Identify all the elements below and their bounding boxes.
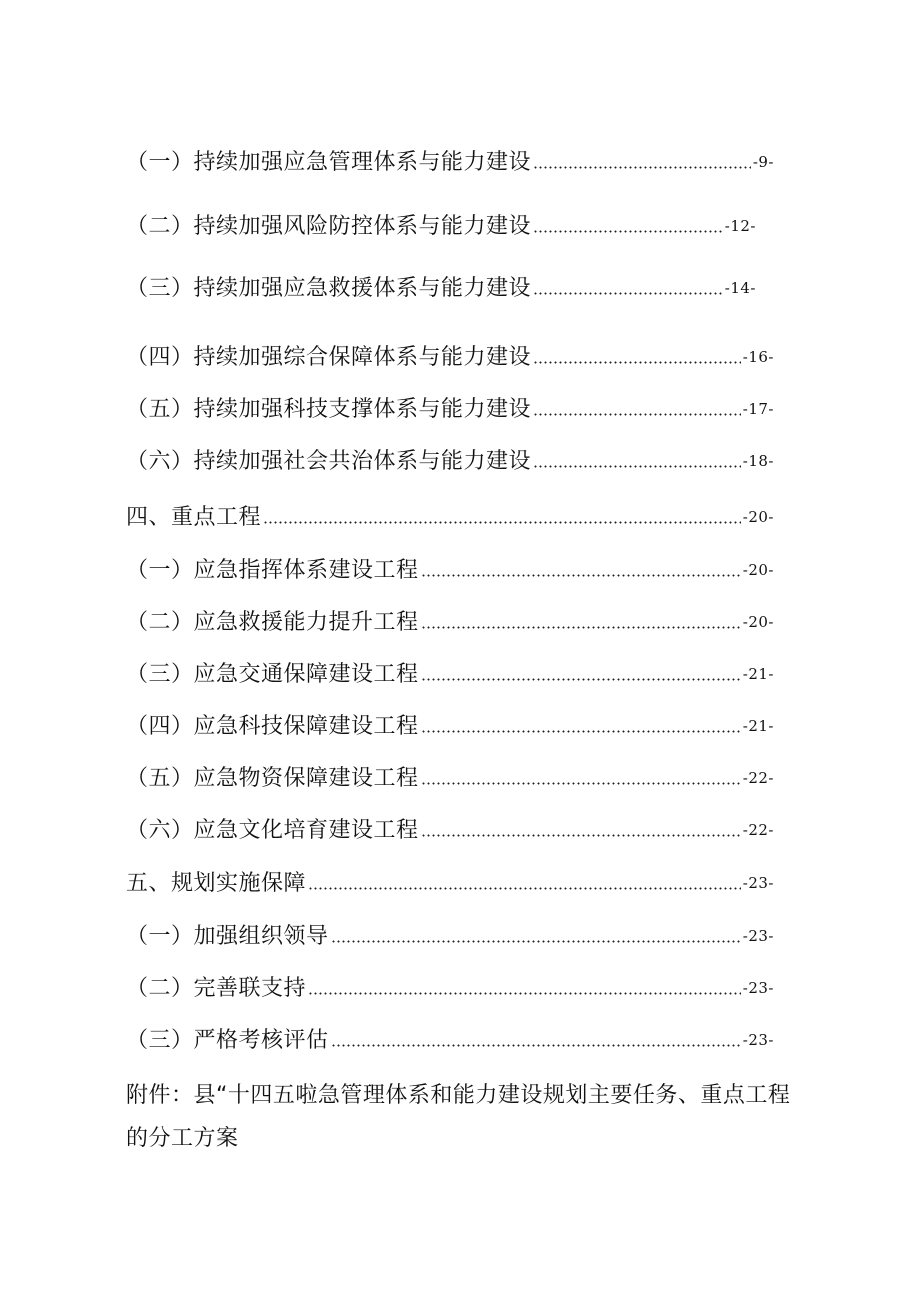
toc-line[interactable] — [126, 143, 774, 177]
toc-page-number: -23- — [742, 927, 774, 945]
toc-leader-dots — [533, 465, 741, 468]
toc-title: （五）持续加强科技支撑体系与能力建设 — [126, 396, 532, 422]
toc-title: （二）持续加强风险防控体系与能力建设 — [126, 213, 532, 239]
toc-title: （二）应急救援能力提升工程 — [126, 609, 419, 635]
toc-line[interactable] — [126, 969, 774, 1003]
toc-line[interactable] — [126, 338, 774, 372]
toc-leader-dots — [421, 834, 741, 837]
toc-page-number: -23- — [742, 874, 774, 892]
toc-title: （四）持续加强综合保障体系与能力建设 — [126, 344, 532, 370]
toc-line[interactable] — [126, 551, 774, 585]
toc-page-number: -9- — [752, 153, 774, 171]
toc-title: （二）完善联支持 — [126, 975, 307, 1001]
toc-line[interactable] — [126, 603, 774, 637]
toc-page-number: -22- — [742, 821, 774, 839]
toc-leader-dots — [421, 730, 741, 733]
toc-leader-dots — [308, 887, 741, 890]
toc-page-number: -20- — [742, 613, 774, 631]
toc-page-number: -21- — [742, 665, 774, 683]
toc-leader-dots — [533, 230, 723, 233]
toc-page-number: -20- — [742, 561, 774, 579]
toc-line[interactable] — [126, 655, 774, 689]
toc-leader-dots — [421, 626, 741, 629]
toc-page-number: -12- — [724, 217, 756, 235]
toc-page-number: -20- — [742, 508, 774, 526]
toc-leader-dots — [308, 992, 741, 995]
toc-title: （五）应急物资保障建设工程 — [126, 765, 419, 791]
toc-line[interactable] — [126, 269, 756, 303]
toc-line[interactable] — [126, 864, 774, 898]
toc-leader-dots — [331, 1044, 741, 1047]
toc-page-number: -23- — [742, 979, 774, 997]
toc-line[interactable] — [126, 498, 774, 532]
toc-line[interactable] — [126, 390, 774, 424]
toc-page-number: -23- — [742, 1031, 774, 1049]
toc-leader-dots — [421, 574, 741, 577]
toc-leader-dots — [421, 782, 741, 785]
toc-title: （一）加强组织领导 — [126, 923, 329, 949]
appendix-text: 附件：县“十四五啦急管理体系和能力建设规划主要任务、重点工程的分工方案 — [126, 1083, 791, 1151]
toc-title: （三）持续加强应急救援体系与能力建设 — [126, 275, 532, 301]
toc-leader-dots — [533, 413, 741, 416]
toc-title: （六）应急文化培育建设工程 — [126, 817, 419, 843]
toc-line[interactable] — [126, 917, 774, 951]
toc-page-number: -14- — [724, 279, 756, 297]
toc-page-number: -17- — [742, 400, 774, 418]
toc-leader-dots — [533, 292, 723, 295]
toc-line[interactable] — [126, 759, 774, 793]
toc-title: 五、规划实施保障 — [126, 870, 307, 896]
toc-leader-dots — [533, 166, 751, 169]
toc-page-number: -22- — [742, 769, 774, 787]
toc-title: （三）应急交通保障建设工程 — [126, 661, 419, 687]
toc-page-number: -16- — [742, 348, 774, 366]
toc-title: （六）持续加强社会共治体系与能力建设 — [126, 448, 532, 474]
toc-page-number: -21- — [742, 717, 774, 735]
toc-title: 四、重点工程 — [126, 504, 262, 530]
toc-title: （三）严格考核评估 — [126, 1027, 329, 1053]
toc-leader-dots — [263, 521, 741, 524]
toc-page-number: -18- — [742, 452, 774, 470]
toc-leader-dots — [421, 678, 741, 681]
toc-title: （一）持续加强应急管理体系与能力建设 — [126, 149, 532, 175]
toc-title: （四）应急科技保障建设工程 — [126, 713, 419, 739]
toc-line[interactable] — [126, 707, 774, 741]
toc-line[interactable] — [126, 1021, 774, 1055]
toc-title: （一）应急指挥体系建设工程 — [126, 557, 419, 583]
toc-line[interactable] — [126, 207, 756, 241]
toc-line[interactable] — [126, 811, 774, 845]
toc-leader-dots — [331, 940, 741, 943]
toc-leader-dots — [533, 361, 741, 364]
toc-line[interactable] — [126, 442, 774, 476]
